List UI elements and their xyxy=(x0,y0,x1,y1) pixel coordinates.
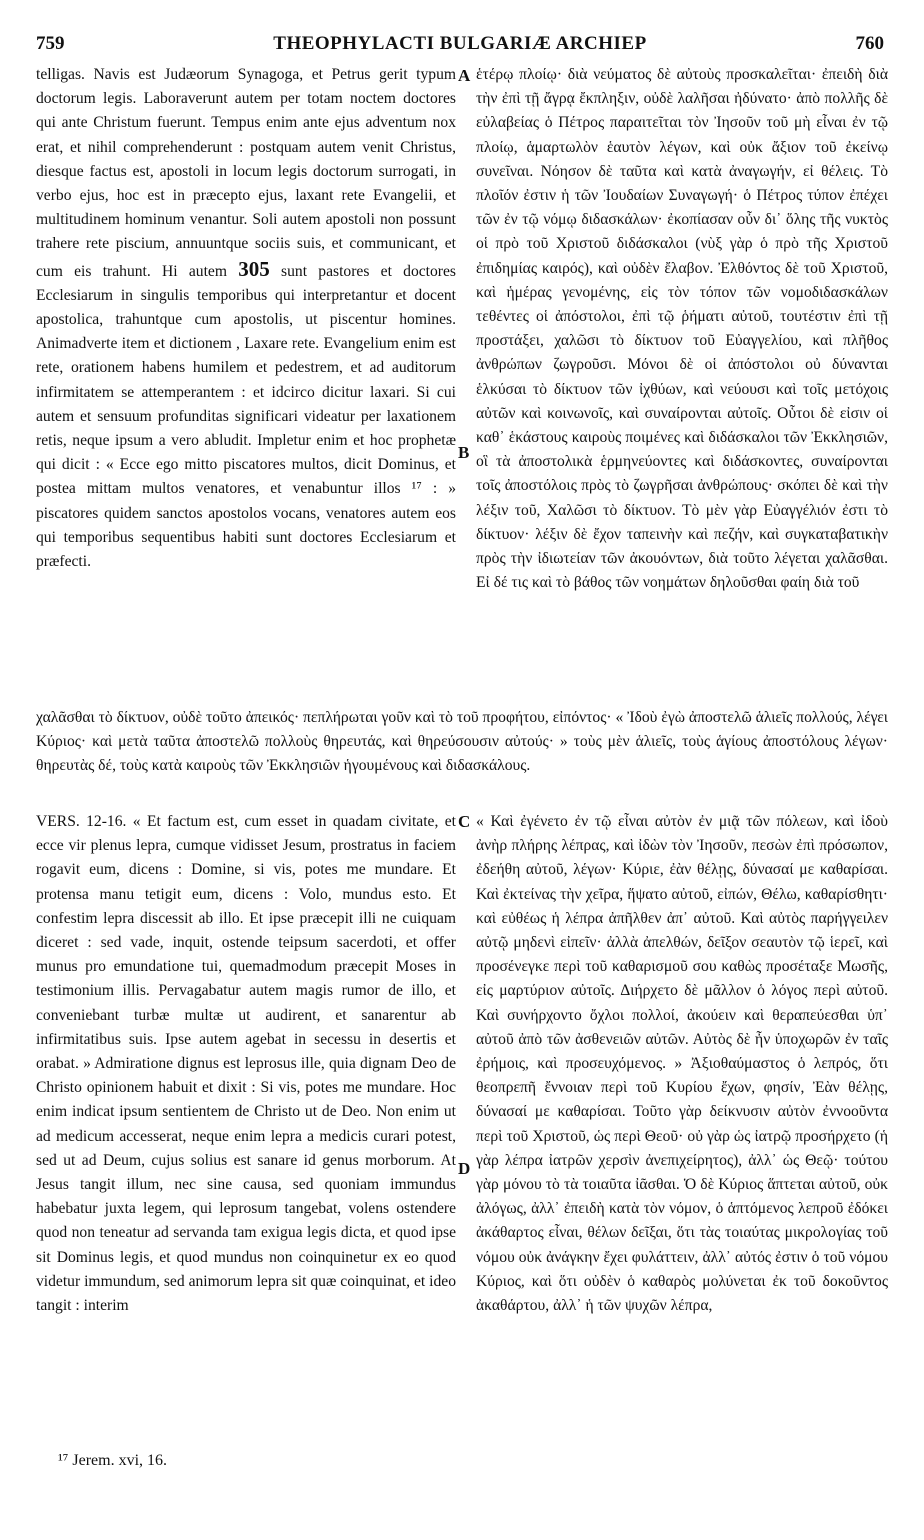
greek-paragraph-full: χαλᾶσθαι τὸ δίκτυον, οὐδὲ τοῦτο ἀπεικός· πεπλήρωται γοῦν καὶ τὸ τοῦ προφήτου, εἰπόντος· « Ἰδοὺ ἐγὼ ἀποστελῶ ἁλιεῖς πολλούς, λέγει Κύριος· καὶ μετὰ ταῦτα ἀποστελῶ πολλοὺς θηρευτάς, καὶ θηρεύσουσιν αὐτούς· » τοὺς μὲν ἁλιεῖς, τοὺς ἁγίους ἀποστόλους λέγων· θηρευτὰς δέ, τοὺς κατὰ καιροὺς τῶν Ἐκκλησιῶν ἡγουμένους καὶ διδασκάλους. xyxy=(36,709,888,775)
greek-paragraph-bottom: « Καὶ ἐγένετο ἐν τῷ εἶναι αὐτὸν ἐν μιᾷ τῶν πόλεων, καὶ ἰδοὺ ἀνὴρ πλήρης λέπρας, καὶ ἰδὼν τὸν Ἰησοῦν, πεσὼν ἐπὶ πρόσωπον, ἐδεήθη αὐτοῦ, λέγων· Κύριε, ἐὰν θέλῃς, δύνασαί με καθαρίσαι. Καὶ ἐκτείνας τὴν χεῖρα, ἥψατο αὐτοῦ, εἰπών, Θέλω, καθαρίσθητι· καὶ εὐθέως ἡ λέπρα ἀπῆλθεν ἀπ᾽ αὐτοῦ. Καὶ αὐτὸς παρήγγειλεν αὐτῷ μηδενὶ εἰπεῖν· ἀλλὰ ἀπελθών, δεῖξον σεαυτὸν τῷ ἱερεῖ, καὶ προσένεγκε περὶ τοῦ καθαρισμοῦ σου καθὼς προσέταξε Μωσῆς, εἰς μαρτύριον αὐτοῖς. Διήρχετο δὲ μᾶλλον ὁ λόγος περὶ αὐτοῦ. Καὶ συνήρχοντο ὄχλοι πολλοί, ἀκούειν καὶ θεραπεύεσθαι ὑπ᾽ αὐτοῦ ἀπὸ τῶν ἀσθενειῶν αὐτῶν. Αὐτὸς δὲ ἦν ὑποχωρῶν ἐν ταῖς ἐρήμοις, καὶ προσευχόμενος. » Ἀξιοθαύμαστος ὁ λεπρός, ὅτι θεοπρεπῆ ἔννοιαν περὶ τοῦ Κυρίου ἔχων, φησίν, Ἐὰν θέλῃς, δύνασαί με καθαρίσαι. Τοῦτο γὰρ δείκνυσιν αὐτὸν ἐννοοῦντα περὶ τοῦ Χριστοῦ, ὡς περὶ Θεοῦ· οὐ γὰρ ὡς ἰατρῷ προσήρχετο (ἡ γὰρ λέπρα ἰατρῶν χερσὶν ἀνεπιχείρητος), ἀλλ᾽ ὡς Θεῷ· τούτου γὰρ μόνου τὸ τὰ τοιαῦτα ἰᾶσθαι. Ὁ δὲ Κύριος ἅπτεται αὐτοῦ, οὐκ ἀλόγως, ἀλλ᾽ ἐπειδὴ κατὰ τὸν νόμον, ὁ ἁπτόμενος λεπροῦ ἐδόκει ἀκάθαρτος εἶναι, θέλων δεῖξαι, ὅτι τὰς τοιαύτας μικρολογίας τοῦ νόμου οὐκ ἀνάγκην ἔχει φυλάττειν, ἀλλ᾽ αὐτός ἐστιν ὁ τοῦ νόμου Κύριος, καὶ ὅτι οὐδὲν ὁ καθαρὸς μολύνεται ἐκ τοῦ δοκοῦντος ἀκαθάρτου, ἀλλ᾽ ἡ τῶν ψυχῶν λέπρα, xyxy=(476,813,888,1315)
greek-full-width-block xyxy=(36,706,888,808)
latin-column-bottom xyxy=(36,810,456,1486)
page-header xyxy=(36,33,884,59)
running-title: THEOPHYLACTI BULGARIÆ ARCHIEP xyxy=(273,33,647,54)
margin-marker-b: B xyxy=(458,443,470,462)
latin-text-before-folio: telligas. Navis est Judæorum Synagoga, et Petrus gerit typum doctorum legis. Laboraverunt autem per totam noctem doctores qui ante Christum fuerunt. Tempus enim ante ejus adventum nox erat, et nihil comprehenderunt : postquam autem venit Christus, diesque factus est, apostoli in locum legis doctorum surrogati, in verbo ejus, hoc est in præcepto ejus, laxant rete Evangelii, et multitudinem hominum venantur. Soli autem apostoli non possunt trahere rete piscium, annuuntque sociis suis, et communicant, et cum eis trahunt. Hi autem xyxy=(36,66,456,280)
latin-paragraph-top xyxy=(36,63,456,574)
margin-marker-a: A xyxy=(458,66,471,85)
latin-paragraph-bottom: VERS. 12-16. « Et factum est, cum esset in quadam civitate, et ecce vir plenus lepra, cumque vidisset Jesum, prostratus in faciem rogavit eum, dicens : Domine, si vis, potes me mundare. Et protensa manu tetigit eum, dicens : Volo, mundus esto. Et confestim lepra discessit ab illo. Et ipse præcepit illi ne cuiquam diceret : sed vade, inquit, ostende teipsum sacerdoti, et offer munus pro emundatione tui, quemadmodum præcepit Moses in testimonium illis. Pervagabatur autem magis rumor de illo, et conveniebant turbæ multæ ut audirent, et sanarentur ab infirmitatibus suis. Ipse autem agebat in secessu in desertis et orabat. » Admiratione dignus est leprosus ille, quia dignam Deo de Christo opinionem habuit et dixit : Si vis, potes me mundare. Hoc enim indicat ipsum sentientem de Christo ut de Deo. Non enim ut ad medicum accesserat, neque enim lepra a medicis curari potest, sed ut ad Deum, cujus solius est sanare id genus morborum. At Jesus tangit illum, nec sine causa, sed quoniam immundus habebatur juxta legem, qui leprosum tangebat, volens ostendere quod non teneatur ad servanda tam exigua legis dicta, et quod ipse sit Dominus legis, et quod mundus non coinquinetur ex eo quod videtur immundum, sed animorum lepra sit quæ coinquinat, et ideo tangit : interim xyxy=(36,813,456,1315)
folio-number: 305 xyxy=(238,256,270,281)
latin-text-after-folio: sunt pastores et doctores Ecclesiarum in singulis temporibus qui interpretantur et docent apostolica, trahuntque cum apostolis, ut piscentur homines. Animadverte item et dictionem , Laxare rete. Evangelium enim est rete, orationem habens humilem et pedestrem, et ad auditorum infirmitatem se attemperantem : et idcirco dicitur laxari. Si cui autem et sensuum profunditas significari videatur per laxationem retis, neque ipsum a vero abludit. Impletur enim et hoc prophetæ qui dicit : « Ecce ego mitto piscatores multos, dicit Dominus, et postea mittam multos venatores, et venabuntur illos ¹⁷ : » piscatores quidem sanctos apostolos vocans, venatores autem eos qui temporibus sequentibus habiti sunt doctores Ecclesiarum et præfecti. xyxy=(36,262,456,571)
greek-column-bottom xyxy=(476,810,888,1486)
greek-paragraph-top: ἑτέρῳ πλοίῳ· διὰ νεύματος δὲ αὐτοὺς προσκαλεῖται· ἐπειδὴ διὰ τὴν ἐπὶ τῇ ἄγρᾳ ἔκπληξιν, οὐδὲ λαλῆσαι ἠδύνατο· ἀπὸ πολλῆς δὲ εὐλαβείας ὁ Πέτρος παραιτεῖται τὸν Ἰησοῦν τοῦ μὴ εἶναι ἐν τῷ πλοίῳ, ἁμαρτωλὸν ἑαυτὸν λέγων, καὶ οὐκ ἄξιον τοῦ ἐκείνῳ συνεῖναι. Νόησον δὲ ταῦτα καὶ κατὰ ἀναγωγήν, εἰ θέλεις. Τὸ πλοῖόν ἐστιν ἡ τῶν Ἰουδαίων Συναγωγή· ὁ Πέτρος τύπον ἐπέχει τῶν ἐν τῷ νόμῳ διδασκάλων· ἐκοπίασαν οὖν δι᾽ ὅλης τῆς νυκτὸς οἱ πρὸ τοῦ Χριστοῦ διδάσκαλοι (νὺξ γὰρ ὁ πρὸ τῆς Χριστοῦ ἐπιδημίας καιρός), καὶ οὐδὲν ἔλαβον. Ἐλθόντος δὲ τοῦ Χριστοῦ, καὶ ἡμέρας γενομένης, εἰς τὸν τόπον τῶν νομοδιδασκάλων τεθέντες οἱ ἀπόστολοι, ἐπὶ τῷ ῥήματι αὐτοῦ, τουτέστιν ἐπὶ τῇ προστάξει, χαλῶσι τὸ δίκτυον τοῦ Εὐαγγελίου, καὶ πλῆθος ἀνθρώπων ζωγροῦσι. Μόνοι δὲ οἱ ἀπόστολοι οὐ δύνανται ἑλκύσαι τὸ δίκτυον τῶν ἰχθύων, καὶ νεύουσι καὶ τοῖς μετόχοις αὐτῶν καὶ κοινωνοῖς, καὶ συναίρονται αὐτοῖς. Οὗτοι δὲ εἰσιν οἱ καθ᾽ ἑκάστους καιροὺς ποιμένες καὶ διδάσκαλοι τῶν Ἐκκλησιῶν, οἳ τὰ ἀποστολικὰ ἑρμηνεύοντες καὶ διδάσκοντες, συναίρονται τοῖς ἀποστόλοις πρὸς τὸ ζωγρῆσαι ἀνθρώπους· σκόπει δὲ καὶ τὴν λέξιν τοῦ, Χαλῶσι τὸ δίκτυον. Τὸ μὲν γὰρ Εὐαγγέλιόν ἐστι τὸ δίκτυον· λέξιν δὲ ἔχον ταπεινὴν καὶ πεζήν, καὶ συγκαταβατικὴν πρὸς τὴν ἰδιωτείαν τῶν ἀκουόντων, διὰ τοῦτο λέγεται χαλᾶσθαι. Εἰ δέ τις καὶ τὸ βάθος τῶν νοημάτων δηλοῦσθαι φαίη διὰ τοῦ xyxy=(476,66,888,592)
margin-marker-d: D xyxy=(458,1159,471,1178)
left-page-number: 759 xyxy=(36,33,65,54)
right-page-number: 760 xyxy=(855,33,884,54)
greek-column-top xyxy=(476,63,888,708)
footnote: ¹⁷ Jerem. xvi, 16. xyxy=(58,1452,168,1469)
margin-marker-c: C xyxy=(458,812,471,831)
latin-column-top xyxy=(36,63,456,708)
